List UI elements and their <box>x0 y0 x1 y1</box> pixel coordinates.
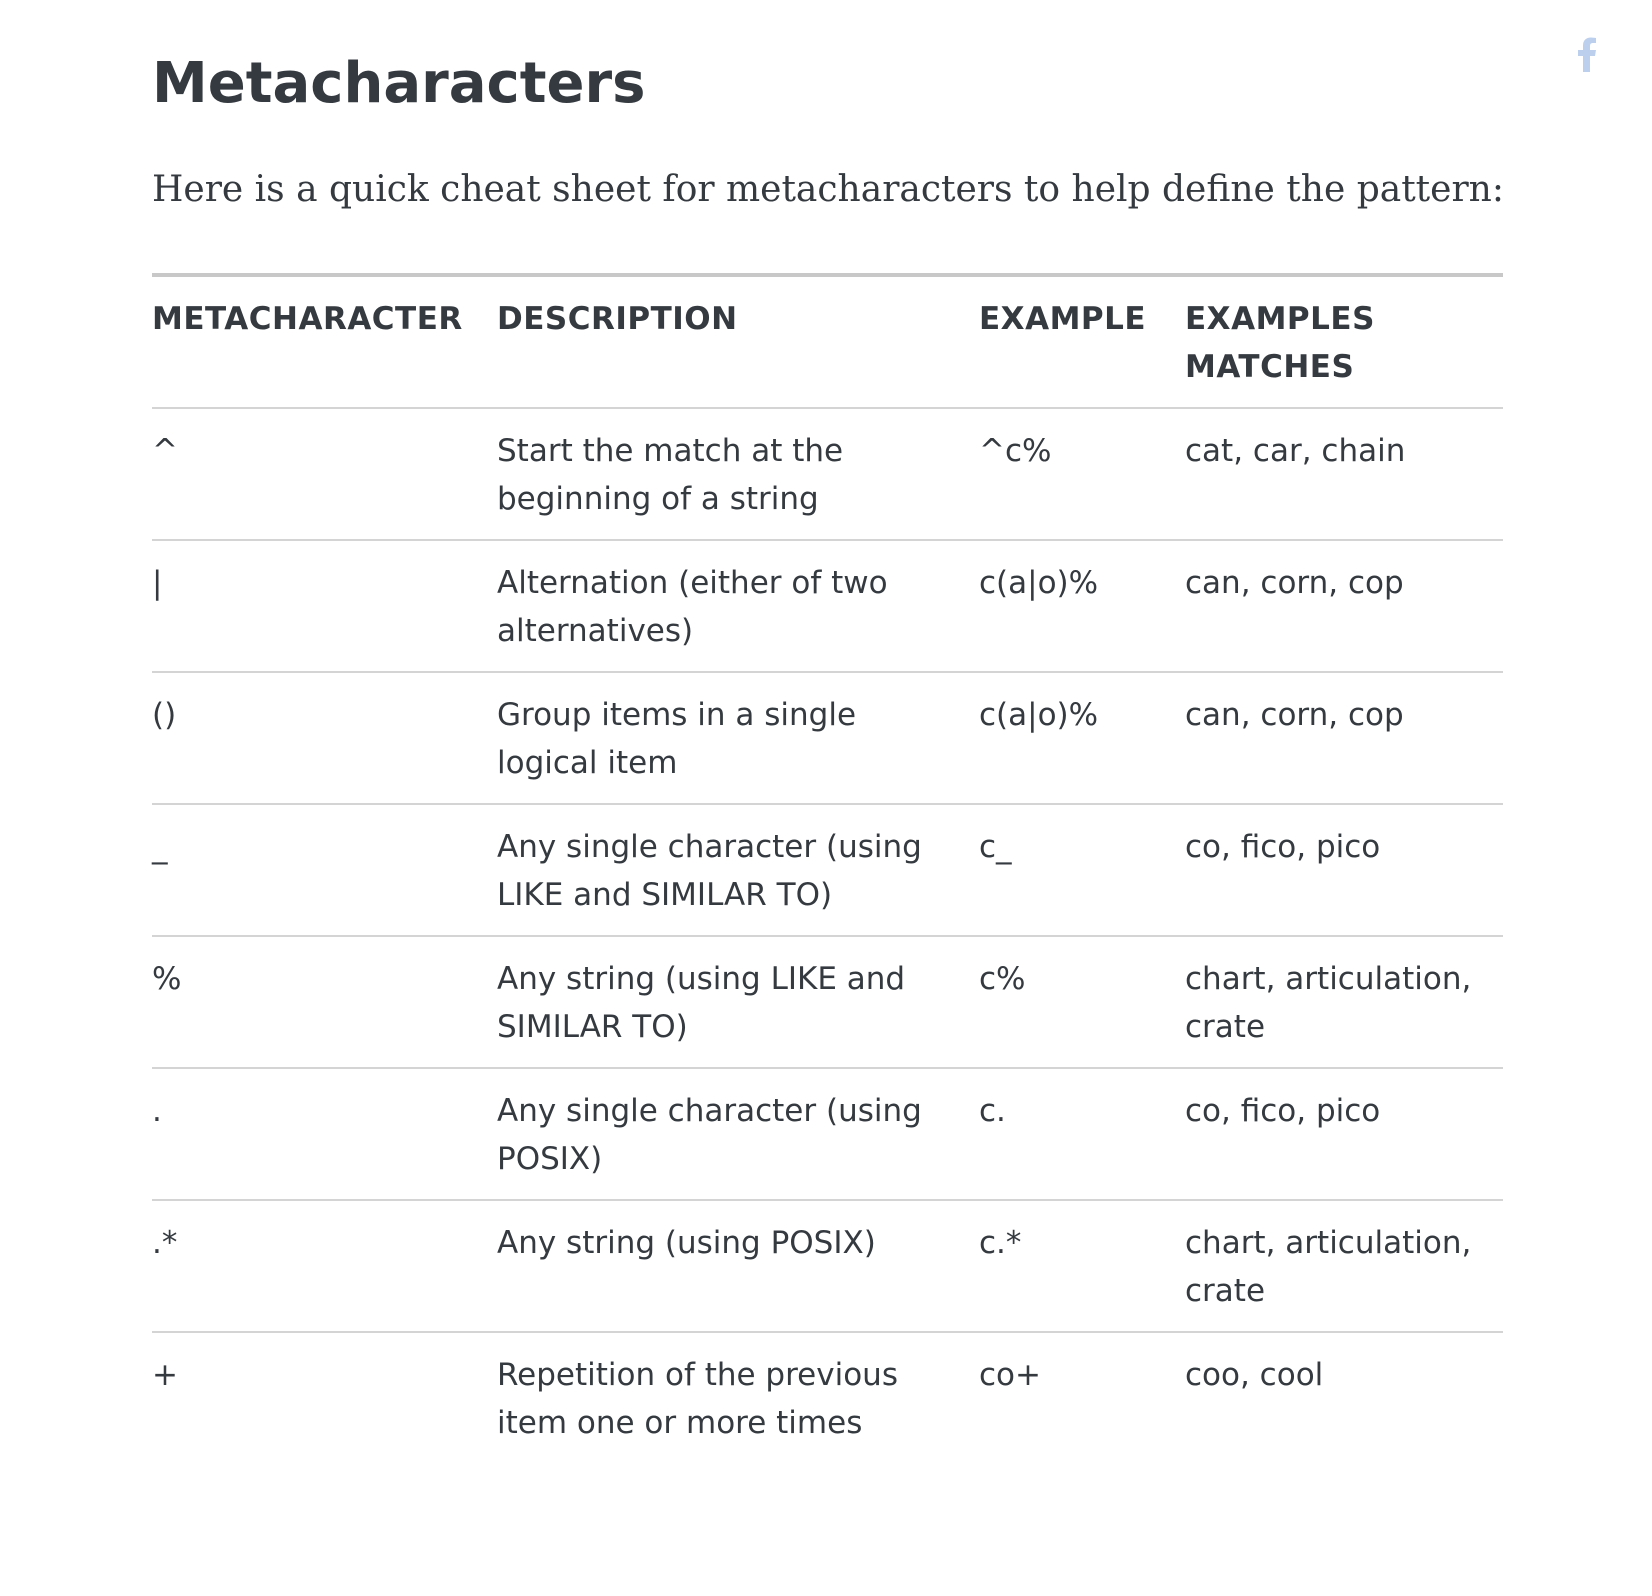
cell-matches: coo, cool <box>1185 1357 1324 1393</box>
cell-matches: chart, articulation, crate <box>1185 936 1503 1068</box>
cell-metacharacter: .* <box>152 1200 497 1332</box>
table-header-row <box>152 275 1503 408</box>
cell-description: Any string (using POSIX) <box>497 1200 979 1332</box>
cell-example: c(a|o)% <box>979 672 1185 804</box>
cell-matches: can, corn, cop <box>1185 672 1503 804</box>
cell-matches: chart, articulation, crate <box>1185 1200 1503 1332</box>
cell-example: c.* <box>979 1200 1185 1332</box>
cell-example: c(a|o)% <box>979 540 1185 672</box>
cell-metacharacter: ^ <box>152 408 497 540</box>
table-row <box>152 936 1503 1068</box>
cell-description: Any single character (using POSIX) <box>497 1068 979 1200</box>
header-example: EXAMPLE <box>979 275 1185 408</box>
cell-metacharacter: % <box>152 936 497 1068</box>
cell-example: ^c% <box>979 408 1185 540</box>
cell-description: Start the match at the beginning of a string <box>497 408 979 540</box>
cell-example: c_ <box>979 804 1185 936</box>
cell-metacharacter: _ <box>152 804 497 936</box>
table-row <box>152 1200 1503 1332</box>
cell-metacharacter: + <box>152 1357 178 1393</box>
table-row <box>152 540 1503 672</box>
cell-matches: co, fico, pico <box>1185 804 1503 936</box>
table-row <box>152 1068 1503 1200</box>
table-row <box>152 672 1503 804</box>
page-title: Metacharacters <box>152 51 646 116</box>
table-row <box>152 804 1503 936</box>
cell-example: co+ <box>979 1357 1041 1393</box>
cell-matches: can, corn, cop <box>1185 540 1503 672</box>
cell-matches: cat, car, chain <box>1185 408 1503 540</box>
table-row <box>152 408 1503 540</box>
cell-metacharacter: () <box>152 672 497 804</box>
cell-example: c% <box>979 936 1185 1068</box>
cell-description: Any string (using LIKE and SIMILAR TO) <box>497 936 979 1068</box>
cell-metacharacter: . <box>152 1068 497 1200</box>
cell-metacharacter: | <box>152 540 497 672</box>
header-description: DESCRIPTION <box>497 275 979 408</box>
intro-paragraph: Here is a quick cheat sheet for metacharacters to help define the pattern: <box>152 169 1504 210</box>
facebook-glyph <box>1576 36 1598 72</box>
cell-example: c. <box>979 1068 1185 1200</box>
cell-matches: co, fico, pico <box>1185 1068 1503 1200</box>
cell-description: Alternation (either of two alternatives) <box>497 540 979 672</box>
header-metacharacter: METACHARACTER <box>152 275 497 408</box>
table-row <box>152 1332 1503 1463</box>
facebook-icon[interactable] <box>1576 36 1598 72</box>
cell-description: Any single character (using LIKE and SIMILAR TO) <box>497 804 979 936</box>
cell-description: Group items in a single logical item <box>497 672 979 804</box>
metacharacter-table <box>152 273 1503 1463</box>
cell-description: Repetition of the previous item one or more times <box>497 1357 898 1441</box>
header-matches: EXAMPLES MATCHES <box>1185 275 1503 408</box>
